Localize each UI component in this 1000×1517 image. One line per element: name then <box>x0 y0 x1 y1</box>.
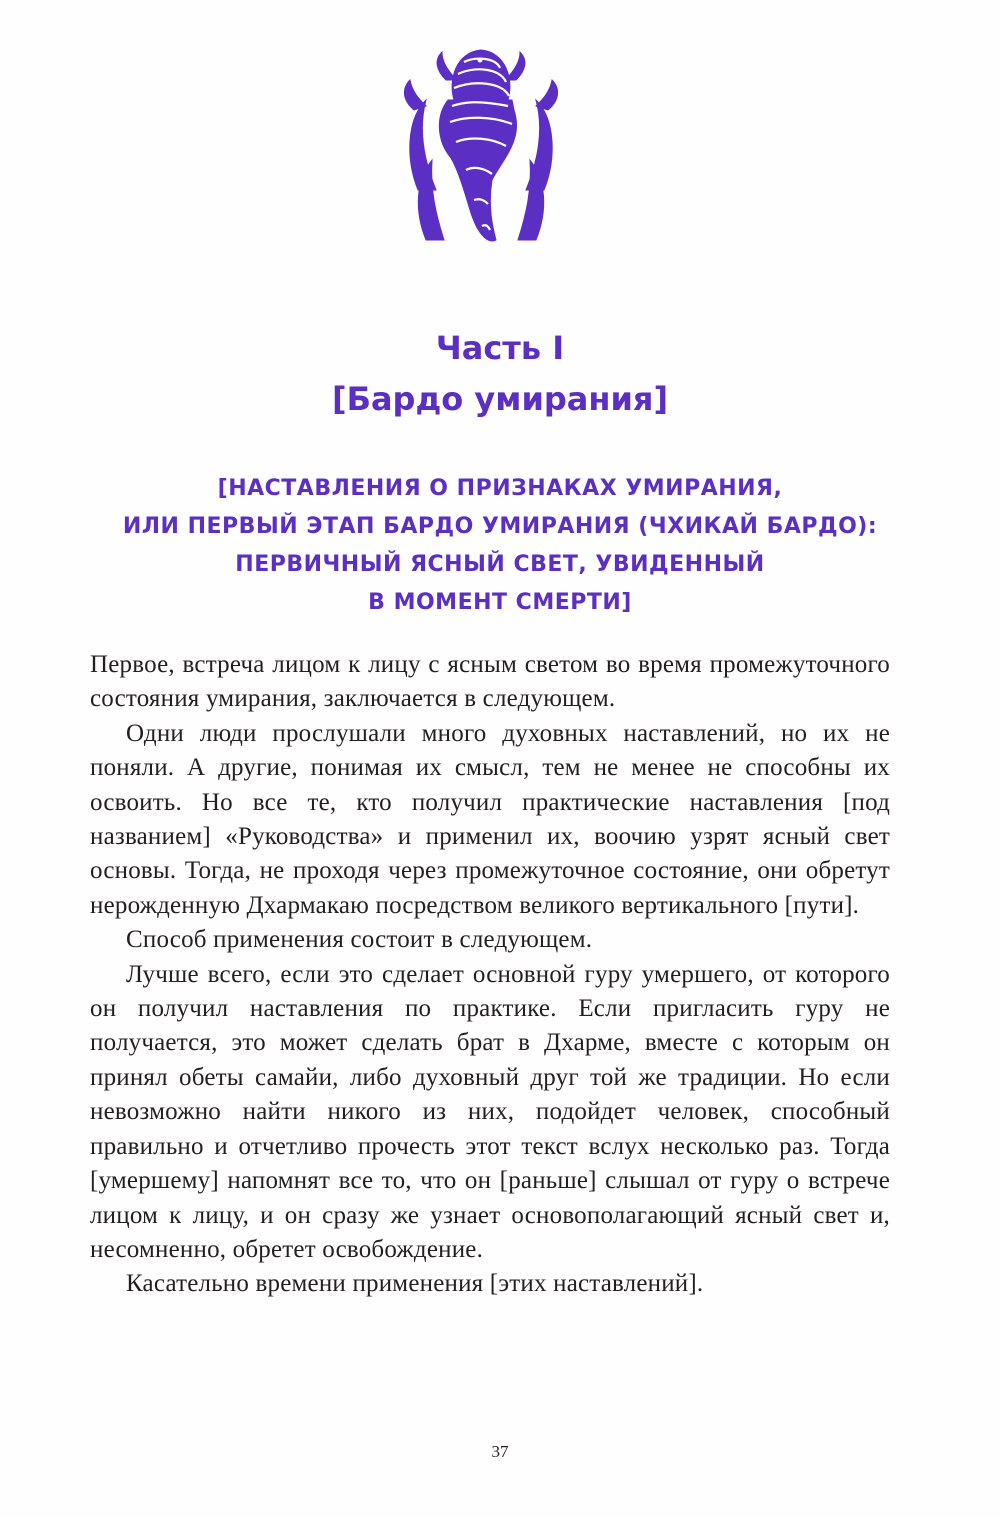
paragraph: Одни люди прослушали много духовных наставлений, но их не поняли. А другие, понимая их смысл, тем не менее не способны их освоить. Но все те, кто получил практические наставления [под названием] «Руководства» и применил их, воочию узрят ясный свет основы. Тогда, не проходя через промежуточное состояние, они обретут нерожденную Дхармакаю посредством великого вертикального [пути]. <box>90 719 890 919</box>
part-title: Часть I <box>435 329 565 367</box>
section-heading-line: ПЕРВИЧНЫЙ ЯСНЫЙ СВЕТ, УВИДЕННЫЙ <box>235 552 765 577</box>
section-heading-line: [НАСТАВЛЕНИЯ О ПРИЗНАКАХ УМИРАНИЯ, <box>217 476 783 501</box>
paragraph: Способ применения состоит в следующем. <box>126 926 593 954</box>
body-text <box>90 648 890 1302</box>
paragraph: Касательно времени применения [этих наставлений]. <box>126 1270 704 1298</box>
section-heading-line: В МОМЕНТ СМЕРТИ] <box>368 590 632 615</box>
paragraph: Лучше всего, если это сделает основной гуру умершего, от которого он получил наставления по практике. Если пригласить гуру не получается, это может сделать брат в Дхарме, вместе с которым он принял обеты самайи, либо духовный друг той же традиции. Но если невозможно найти никого из них, подойдет человек, способный правильно и отчетливо прочесть этот текст вслух несколько раз. Тогда [умершему] напомнят все то, что он [раньше] слышал от гуру о встрече лицом к лицу, и он сразу же узнает основополагающий ясный свет и, несомненно, обретет освобождение. <box>90 960 890 1263</box>
paragraph: Первое, встреча лицом к лицу с ясным светом во время промежуточного состояния умирания, заключается в следующем. <box>90 651 890 713</box>
conch-shell-icon <box>396 40 566 250</box>
part-subtitle: [Бардо умирания] <box>331 380 669 418</box>
section-heading <box>60 470 940 622</box>
page-number: 37 <box>491 1442 509 1461</box>
section-heading-line: ИЛИ ПЕРВЫЙ ЭТАП БАРДО УМИРАНИЯ (ЧХИКАЙ БАРДО): <box>122 514 878 539</box>
